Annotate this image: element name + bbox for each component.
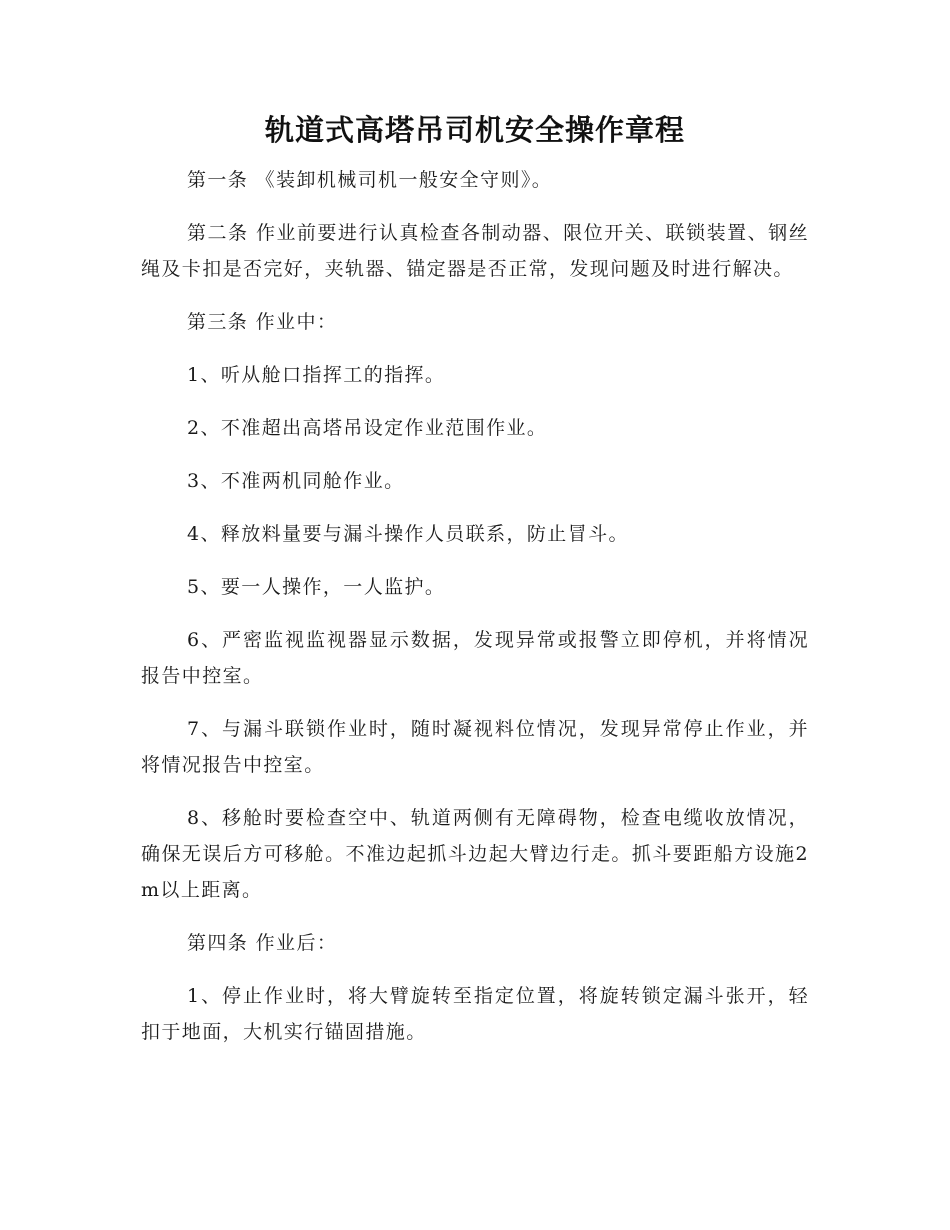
- article-3-item-7: 7、与漏斗联锁作业时，随时凝视料位情况，发现异常停止作业，并将情况报告中控室。: [141, 718, 809, 776]
- article-2: 第二条 作业前要进行认真检查各制动器、限位开关、联锁装置、钢丝绳及卡扣是否完好，夹轨器、锚定器是否正常，发现问题及时进行解决。: [141, 222, 809, 280]
- article-3-item-2: 2、不准超出高塔吊设定作业范围作业。: [187, 417, 548, 439]
- article-3-item-1: 1、听从舱口指挥工的指挥。: [187, 364, 446, 386]
- article-4-heading: 第四条 作业后：: [187, 932, 338, 954]
- article-3-item-8: 8、移舱时要检查空中、轨道两侧有无障碍物，检查电缆收放情况，确保无误后方可移舱。不准边起抓斗边起大臂边行走。抓斗要距船方设施2m以上距离。: [141, 807, 809, 901]
- article-3-item-5: 5、要一人操作，一人监护。: [187, 576, 446, 598]
- article-1: 第一条 《装卸机械司机一般安全守则》。: [187, 169, 553, 191]
- document-body: [141, 162, 809, 1067]
- document-title: 轨道式高塔吊司机安全操作章程: [264, 113, 685, 147]
- article-3-item-3: 3、不准两机同舱作业。: [187, 470, 405, 492]
- article-3-item-4: 4、释放料量要与漏斗操作人员联系，防止冒斗。: [187, 523, 629, 545]
- article-4-item-1: 1、停止作业时，将大臂旋转至指定位置，将旋转锁定漏斗张开，轻扣于地面，大机实行锚固措施。: [141, 985, 809, 1043]
- article-3-item-6: 6、严密监视监视器显示数据，发现异常或报警立即停机，并将情况报告中控室。: [141, 629, 809, 687]
- article-3-heading: 第三条 作业中：: [187, 311, 338, 333]
